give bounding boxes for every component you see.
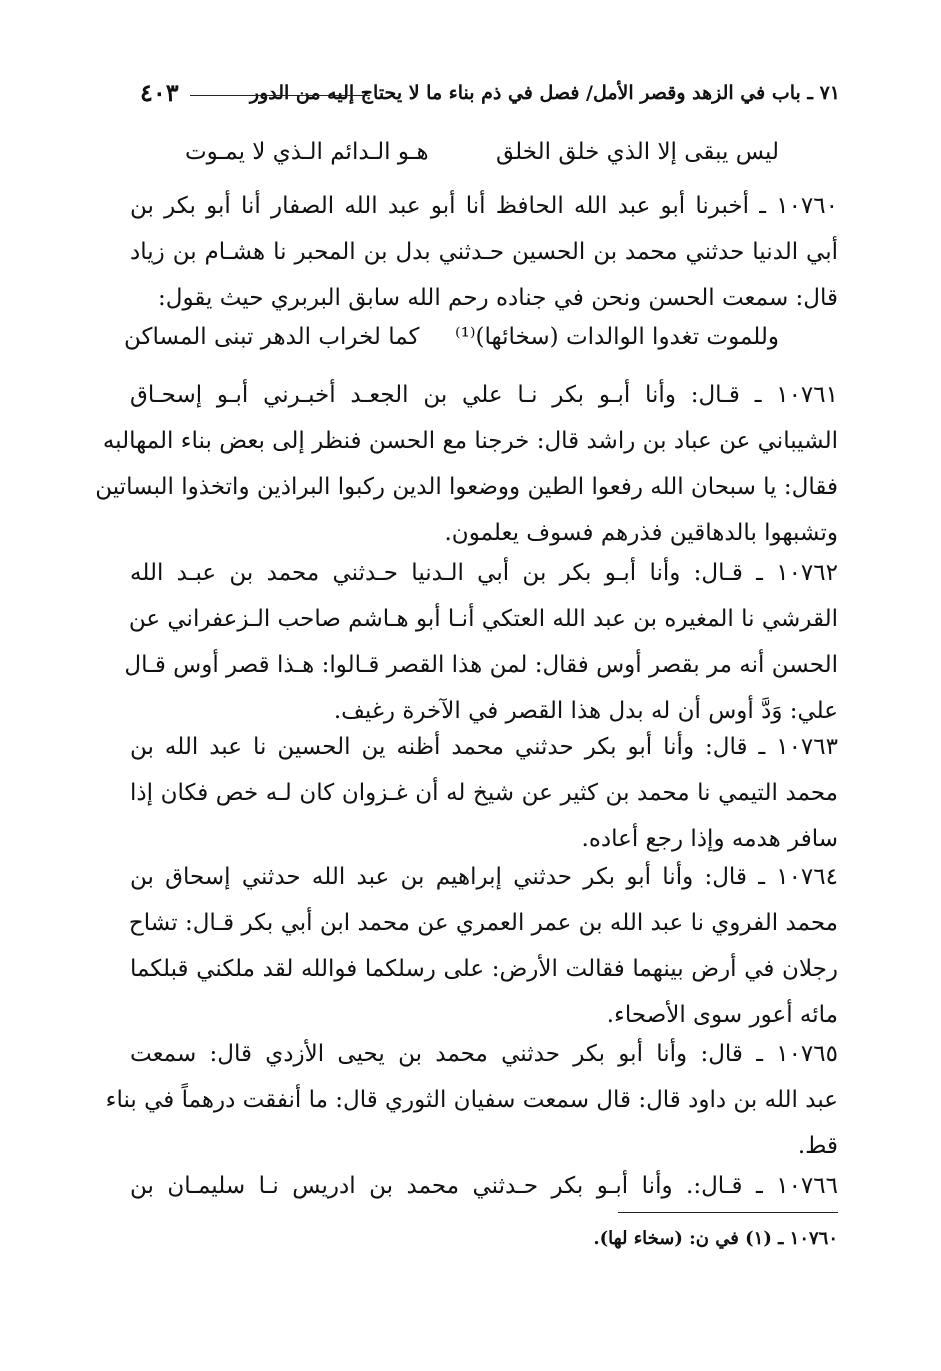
text-line: فقال: يا سبحان الله رفعوا الطين ووضعوا الدين ركبوا البراذين واتخذوا البساتين bbox=[95, 474, 838, 500]
header-title: ٧١ ـ باب في الزهد وقصر الأمل/ فصل في ذم بناء ما لا يحتاج إليه من الدور bbox=[249, 82, 840, 104]
text-line: الشيباني عن عباد بن راشد قال: خرجنا مع الحسن فنظر إلى بعض بناء المهالبه bbox=[102, 428, 838, 454]
text-line: ١٠٧٦٤ ـ قال: وأنا أبو بكر حدثني إبراهيم بن عبد الله حدثني إسحاق بن bbox=[130, 864, 838, 890]
page-number: ٤٠٣ bbox=[140, 78, 179, 107]
footnote-separator bbox=[618, 1212, 838, 1213]
text-line: قال: سمعت الحسن ونحن في جناده رحم الله سابق البربري حيث يقول: bbox=[158, 285, 838, 311]
verse-1-second-hemistich: هـو الـدائم الـذي لا يمـوت bbox=[185, 139, 429, 165]
running-header bbox=[140, 78, 840, 112]
text-line: سافر هدمه وإذا رجع أعاده. bbox=[581, 826, 838, 852]
text-line: ١٠٧٦١ ـ قـال: وأنا أبـو بكر نـا علي بن الجعـد أخبـرني أبـو إسحـاق bbox=[130, 382, 838, 408]
hadith-10764 bbox=[130, 854, 838, 1038]
footnote: ١٠٧٦٠ ـ (١) في ن: (سخاء لها). bbox=[593, 1228, 838, 1249]
hadith-10762 bbox=[124, 550, 838, 734]
text-line: القرشي نا المغيره بن عبد الله العتكي أنـا أبو هـاشم صاحب الـزعفراني عن bbox=[128, 606, 838, 632]
header-rule bbox=[190, 95, 370, 96]
text-line: ١٠٧٦٦ ـ قـال:. وأنا أبـو بكر حـدثني محمد بن ادريس نـا سليمـان بن bbox=[130, 1173, 838, 1199]
verse-2-second-hemistich: كما لخراب الدهر تبنى المساكن bbox=[124, 324, 420, 350]
hadith-10763 bbox=[130, 724, 838, 862]
text-line: ١٠٧٦٣ ـ قال: وأنا أبو بكر حدثني محمد أظنه ين الحسين نا عبد الله بن bbox=[130, 734, 838, 760]
text-line: ١٠٧٦٠ ـ أخبرنا أبو عبد الله الحافظ أنا أبو عبد الله الصفار أنا أبو بكر بن bbox=[130, 193, 838, 219]
verse-1-first-hemistich: ليس يبقى إلا الذي خلق الخلق bbox=[495, 139, 779, 165]
text-line: ١٠٧٦٥ ـ قال: وأنا أبو بكر حدثني محمد بن يحيى الأزدي قال: سمعت bbox=[130, 1041, 838, 1067]
text-line: الحسن أنه مر بقصر أوس فقال: لمن هذا القصر قـالوا: هـذا قصر أوس قـال bbox=[124, 652, 838, 678]
text-line: أبي الدنيا حدثني محمد بن الحسين حـدثني بدل بن المحبر نا هشـام بن زياد bbox=[130, 239, 838, 265]
text-line: قط. bbox=[797, 1133, 838, 1159]
hadith-10761 bbox=[95, 372, 838, 556]
text-line: محمد الفروي نا عبد الله بن عمر العمري عن محمد ابن أبي بكر قـال: تشاح bbox=[128, 910, 838, 936]
text-line: عبد الله بن داود قال: قال سمعت سفيان الثوري قال: ما أنفقت درهماً في بناء bbox=[105, 1087, 838, 1113]
text-line: رجلان في أرض بينهما فقالت الأرض: على رسلكما فوالله لقد ملكني قبلكما bbox=[130, 956, 838, 982]
text-line: علي: وَدَّ أوس أن له بدل هذا القصر في الآخرة رغيف. bbox=[333, 698, 838, 724]
verse-2-first-hemistich: وللموت تغدوا الوالدات (سخائها)⁽¹⁾ bbox=[455, 324, 779, 350]
hadith-10760 bbox=[130, 183, 838, 321]
hadith-10765 bbox=[105, 1031, 838, 1169]
text-line: مائه أعور سوى الأصحاء. bbox=[606, 1002, 838, 1028]
text-line: محمد التيمي نا محمد بن كثير عن شيخ له أن غـزوان كان لـه خص فكان إذا bbox=[130, 780, 838, 806]
text-line: ١٠٧٦٢ ـ قـال: وأنا أبـو بكر بن أبي الـدنيا حـدثني محمد بن عبـد الله bbox=[130, 560, 838, 586]
text-line: وتشبهوا بالدهاقين فذرهم فسوف يعلمون. bbox=[444, 520, 838, 546]
hadith-10766 bbox=[130, 1163, 838, 1209]
